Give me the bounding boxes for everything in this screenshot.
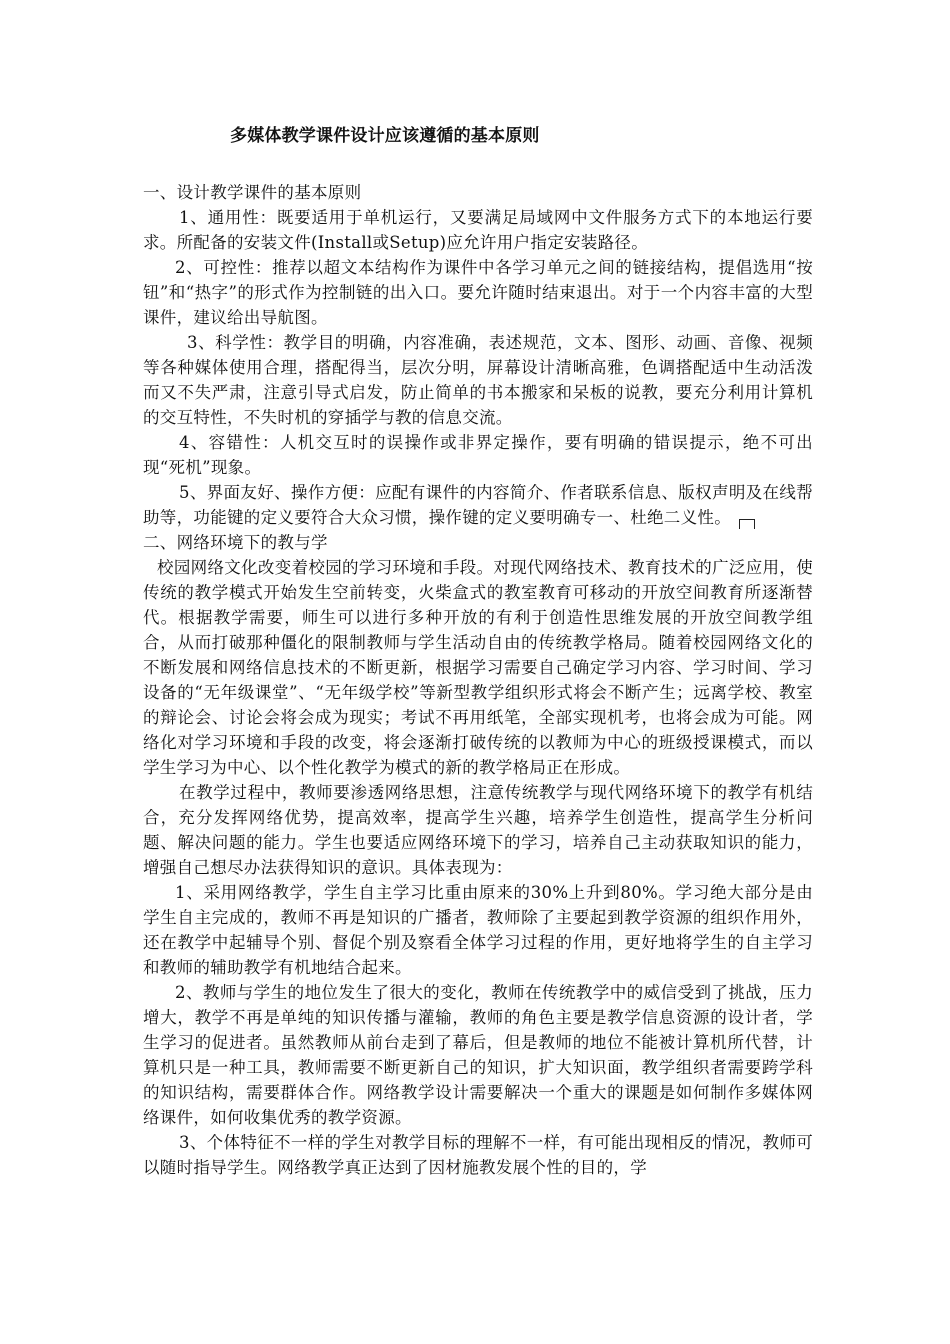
network-item-1: 1、采用网络教学，学生自主学习比重由原来的30%上升到80%。学习绝大部分是由学生自主完成的，教师不再是知识的广播者，教师除了主要起到教学资源的组织作用外，还在教学中起辅导个别、督促个别及察看全体学习过程的作用，更好地将学生的自主学习和教师的辅助教学有机地结合起来。	[143, 883, 813, 977]
section-heading-2: 二、网络环境下的教与学	[143, 533, 328, 552]
document-title: 多媒体教学课件设计应该遵循的基本原则	[230, 126, 540, 146]
principle-item-3: 3、科学性：教学目的明确，内容准确，表述规范，文本、图形、动画、音像、视频等各种媒体使用合理，搭配得当，层次分明，屏幕设计清晰高雅，色调搭配适中生动活泼而又不失严肃，注意引导式启发，防止简单的书本搬家和呆板的说教，要充分利用计算机的交互特性，不失时机的穿插学与教的信息交流。	[143, 333, 813, 427]
principle-item-1: 1、通用性：既要适用于单机运行，又要满足局域网中文件服务方式下的本地运行要求。所配备的安装文件(Install或Setup)应允许用户指定安装路径。	[143, 208, 813, 252]
section2-paragraph-2: 在教学过程中，教师要渗透网络思想，注意传统教学与现代网络环境下的教学有机结合，充分发挥网络优势，提高效率，提高学生兴趣，培养学生创造性，提高学生分析问题、解决问题的能力。学生也要适应网络环境下的学习，培养自己主动获取知识的能力，增强自己想尽办法获得知识的意识。具体表现为：	[143, 783, 813, 877]
network-item-3: 3、个体特征不一样的学生对教学目标的理解不一样，有可能出现相反的情况，教师可以随时指导学生。网络教学真正达到了因材施教发展个性的目的，学	[143, 1133, 813, 1177]
principle-item-5-text: 5、界面友好、操作方便：应配有课件的内容简介、作者联系信息、版权声明及在线帮助等，功能键的定义要符合大众习惯，操作键的定义要明确专一、杜绝二义性。	[143, 483, 813, 527]
network-item-2: 2、教师与学生的地位发生了很大的变化，教师在传统教学中的威信受到了挑战，压力增大，教学不再是单纯的知识传播与灌输，教师的角色主要是教学信息资源的设计者，学生学习的促进者。虽然教师从前台走到了幕后，但是教师的地位不能被计算机所代替，计算机只是一种工具，教师需要不断更新自己的知识，扩大知识面，教学组织者需要跨学科的知识结构，需要群体合作。网络教学设计需要解决一个重大的课题是如何制作多媒体网络课件，如何收集优秀的教学资源。	[143, 983, 813, 1127]
principle-item-5	[143, 480, 813, 530]
section-heading-1: 一、设计教学课件的基本原则	[143, 183, 362, 202]
section2-intro: 校园网络文化改变着校园的学习环境和手段。对现代网络技术、教育技术的广泛应用，使传统的教学模式开始发生空前转变，火柴盒式的教室教育可移动的开放空间教育所逐渐替代。根据教学需要，师生可以进行多种开放的有利于创造性思维发展的开放空间教学组合，从而打破那种僵化的限制教师与学生活动自由的传统教学格局。随着校园网络文化的不断发展和网络信息技术的不断更新，根据学习需要自己确定学习内容、学习时间、学习设备的“无年级课堂”、“无年级学校”等新型教学组织形式将会不断产生；远离学校、教室的辩论会、讨论会将会成为现实；考试不再用纸笔，全部实现机考，也将会成为可能。网络化对学习环境和手段的改变，将会逐渐打破传统的以教师为中心的班级授课模式，而以学生学习为中心、以个性化教学为模式的新的教学格局正在形成。	[143, 558, 813, 777]
bracket-mark-icon	[739, 519, 755, 529]
principle-item-2: 2、可控性：推荐以超文本结构作为课件中各学习单元之间的链接结构，提倡选用“按钮”和“热字”的形式作为控制链的出入口。要允许随时结束退出。对于一个内容丰富的大型课件，建议给出导航图。	[143, 258, 813, 327]
principle-item-4: 4、容错性：人机交互时的误操作或非界定操作，要有明确的错误提示，绝不可出现“死机”现象。	[143, 433, 813, 477]
document-page	[143, 124, 813, 1180]
